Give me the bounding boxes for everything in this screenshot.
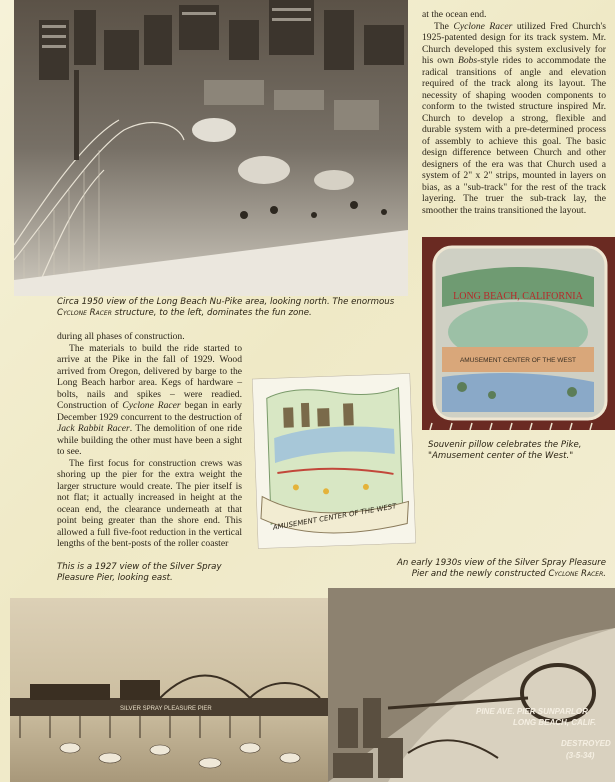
right-column-text <box>422 9 606 216</box>
pier-photo-1927 <box>10 598 340 782</box>
aerial-label-2: LONG BEACH, CALIF. <box>513 718 597 727</box>
aerial-label-4: (3-5-34) <box>566 751 595 760</box>
aerial-photo-1950 <box>14 0 408 296</box>
pillow-subtitle: AMUSEMENT CENTER OF THE WEST <box>459 357 577 364</box>
left-column-paragraph-2: The first focus for construction crews was shoring up the pier for the extra weight the larger structure would create. The pier itself is not flat; it actually increased in height at the ocean end, the clearance underneath at that point being greater than the shore end. This allowed a full five-foot reduction in the vertical lengths of the bent-posts of the roller coaster <box>57 457 242 549</box>
caption-aerial-1950: Circa 1950 view of the Long Beach Nu-Pike area, looking north. The enormous Cyclone Racer structure, to the left, dominates the fun zone. <box>57 297 395 318</box>
left-column-lead: during all phases of construction. <box>57 331 185 342</box>
amusement-banner-illustration <box>252 373 416 548</box>
caption-pier-1927: This is a 1927 view of the Silver Spray Pleasure Pier, looking east. <box>57 562 222 583</box>
aerial-label-3: DESTROYED <box>561 739 611 748</box>
right-column-paragraph: The Cyclone Racer utilized Fred Church's 1925-patented design for its track system. Mr. Church developed this system exclusively for his own Bobs-style rides to accommodate the radical transitions of angle and elevation required of the track along its layout. The necessity of shaping wooden components to conform to the twisted structure inspired Mr. Church to develop a strong, flexible and durable system with a pre-determined process of assembly to achieve this goal. The basic design difference between Church and other designers of the era was that Church used a system of 2" x 2" strips, mounted in layers on bias, as a "sub-track" for the rest of the track layering. The truer the sub-track lay, the smoother the trains transitioned the layout. <box>422 20 607 216</box>
souvenir-pillow-photo <box>422 237 615 430</box>
caption-aerial-1930s: An early 1930s view of the Silver Spray Pleasure Pier and the newly constructed Cyclone Racer. <box>396 558 606 579</box>
left-column-text <box>57 331 242 550</box>
banner-text: AMUSEMENT CENTER OF THE WEST <box>272 502 398 532</box>
left-column-paragraph-1: The materials to build the ride started to arrive at the Pike in the fall of 1929. Wood arrived from Oregon, delivered by barge to the Long Beach harbor area. Kegs of hardware – bolts, nails and spikes – were readied. Construction of Cyclone Racer began in early December 1929 concurrent to the destruction of Jack Rabbit Racer. The demolition of one ride while building the other must have been a sight to see. <box>57 342 242 457</box>
right-column-lead: at the ocean end. <box>422 9 487 20</box>
pillow-title: LONG BEACH, CALIFORNIA <box>453 291 583 302</box>
pier-sign-text: SILVER SPRAY PLEASURE PIER <box>120 706 212 712</box>
aerial-label-1: PINE AVE. PIER SUNPARLOR <box>476 707 588 716</box>
aerial-photo-1930s <box>328 588 615 782</box>
caption-pillow: Souvenir pillow celebrates the Pike, "Amusement center of the West." <box>428 440 582 461</box>
